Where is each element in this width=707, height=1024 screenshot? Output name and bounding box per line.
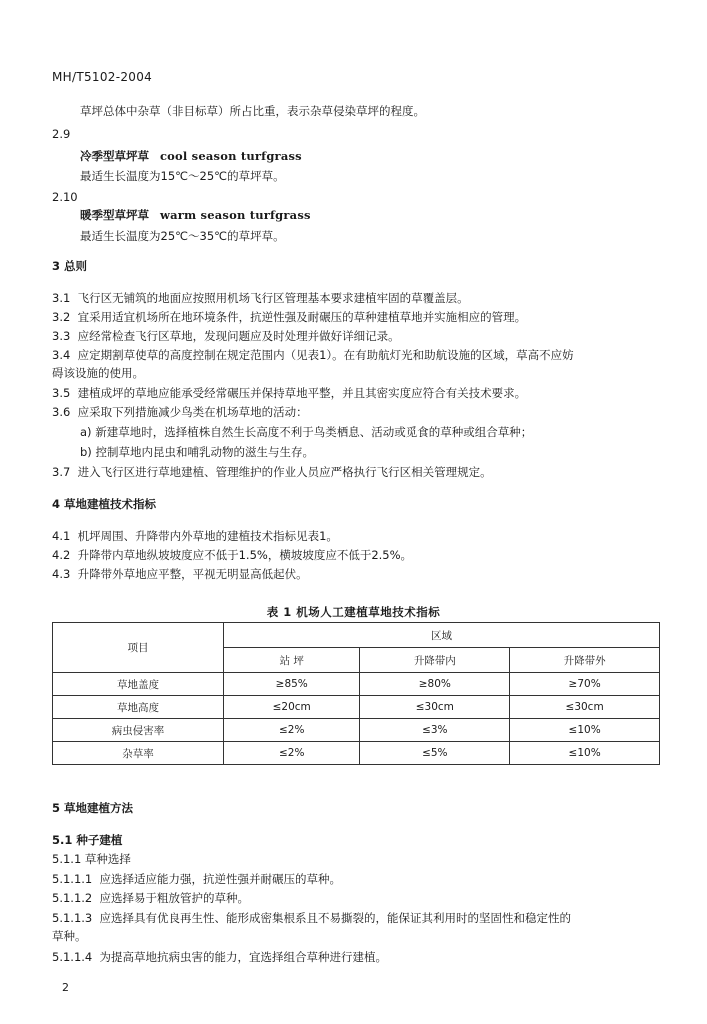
clause-5-1-1-4: 5.1.1.4 为提高草地抗病虫害的能力，宜选择组合草种进行建植。 (52, 950, 388, 964)
table-header-item: 项目 (53, 623, 224, 673)
table-cell: ≤10% (510, 719, 660, 742)
clause-3-6-b: b) 控制草地内昆虫和哺乳动物的滋生与生存。 (80, 445, 314, 459)
table-cell: ≤2% (224, 742, 360, 765)
table-subheader-strip-outer: 升降带外 (510, 648, 660, 673)
table-cell: ≤3% (360, 719, 510, 742)
section-4-title: 4 草地建植技术指标 (52, 497, 157, 511)
clause-2-9-definition: 最适生长温度为15℃～25℃的草坪草。 (80, 169, 285, 183)
table-cell: ≥85% (224, 673, 360, 696)
table-subheader-strip-inner: 升降带内 (360, 648, 510, 673)
table-cell: ≤20cm (224, 696, 360, 719)
document-code: MH/T5102-2004 (52, 70, 153, 84)
table-cell: ≤10% (510, 742, 660, 765)
row-label: 草地高度 (53, 696, 224, 719)
clause-3-4-continuation: 碍该设施的使用。 (52, 366, 144, 380)
row-label: 草地盖度 (53, 673, 224, 696)
table-cell: ≥80% (360, 673, 510, 696)
table-1-title: 表 1 机场人工建植草地技术指标 (266, 605, 441, 619)
table-row (53, 719, 660, 742)
clause-2-9-term (80, 148, 302, 164)
table-cell: ≤30cm (510, 696, 660, 719)
clause-5-1: 5.1 种子建植 (52, 833, 123, 847)
table-row (53, 742, 660, 765)
clause-3-2: 3.2 宜采用适宜机场所在地环境条件，抗逆性强及耐碾压的草种建植草地并实施相应的管理。 (52, 310, 527, 324)
table-row (53, 673, 660, 696)
clause-3-6: 3.6 应采取下列措施减少鸟类在机场草地的活动： (52, 405, 308, 419)
page-number: 2 (62, 981, 69, 994)
clause-3-3: 3.3 应经常检查飞行区草地，发现问题应及时处理并做好详细记录。 (52, 329, 400, 343)
table-cell: ≥70% (510, 673, 660, 696)
section-3-title: 3 总则 (52, 259, 88, 273)
clause-4-2: 4.2 升降带内草地纵坡坡度应不低于1.5%，横坡坡度应不低于2.5%。 (52, 548, 413, 562)
clause-2-10-number: 2.10 (52, 190, 78, 204)
clause-4-3: 4.3 升降带外草地应平整，平视无明显高低起伏。 (52, 567, 308, 581)
row-label: 病虫侵害率 (53, 719, 224, 742)
clause-2-10-definition: 最适生长温度为25℃～35℃的草坪草。 (80, 229, 285, 243)
clause-3-1: 3.1 飞行区无铺筑的地面应按照用机场飞行区管理基本要求建植牢固的草覆盖层。 (52, 291, 469, 305)
clause-3-5: 3.5 建植成坪的草地应能承受经常碾压并保持草地平整，并且其密实度应符合有关技术要求。 (52, 386, 527, 400)
table-1 (52, 622, 660, 765)
clause-3-4: 3.4 应定期割草使草的高度控制在规定范围内（见表1）。在有助航灯光和助航设施的区域，草高不应妨 (52, 348, 574, 362)
term-cn: 冷季型草坪草 (80, 149, 149, 163)
clause-5-1-1-2: 5.1.1.2 应选择易于粗放管护的草种。 (52, 891, 250, 905)
para-2-8-continuation: 草坪总体中杂草（非目标草）所占比重，表示杂草侵染草坪的程度。 (80, 104, 425, 118)
clause-5-1-1-3-continuation: 草种。 (52, 929, 87, 943)
table-header-area: 区域 (224, 623, 660, 648)
table-row (53, 696, 660, 719)
clause-5-1-1: 5.1.1 草种选择 (52, 852, 131, 866)
term-cn: 暖季型草坪草 (80, 208, 149, 222)
clause-4-1: 4.1 机坪周围、升降带内外草地的建植技术指标见表1。 (52, 529, 338, 543)
term-en: warm season turfgrass (159, 208, 311, 222)
clause-5-1-1-1: 5.1.1.1 应选择适应能力强，抗逆性强并耐碾压的草种。 (52, 872, 342, 886)
term-en: cool season turfgrass (159, 149, 302, 163)
table-cell: ≤2% (224, 719, 360, 742)
clause-3-6-a: a) 新建草地时，选择植株自然生长高度不利于鸟类栖息、活动或觅食的草种或组合草种； (80, 425, 533, 439)
row-label: 杂草率 (53, 742, 224, 765)
clause-2-10-term (80, 207, 311, 223)
clause-5-1-1-3: 5.1.1.3 应选择具有优良再生性、能形成密集根系且不易撕裂的，能保证其利用时的坚固性和稳定性的 (52, 911, 572, 925)
clause-3-7: 3.7 进入飞行区进行草地建植、管理维护的作业人员应严格执行飞行区相关管理规定。 (52, 465, 492, 479)
table-subheader-apron: 站 坪 (224, 648, 360, 673)
table-cell: ≤30cm (360, 696, 510, 719)
table-cell: ≤5% (360, 742, 510, 765)
section-5-title: 5 草地建植方法 (52, 801, 134, 815)
clause-2-9-number: 2.9 (52, 127, 71, 141)
